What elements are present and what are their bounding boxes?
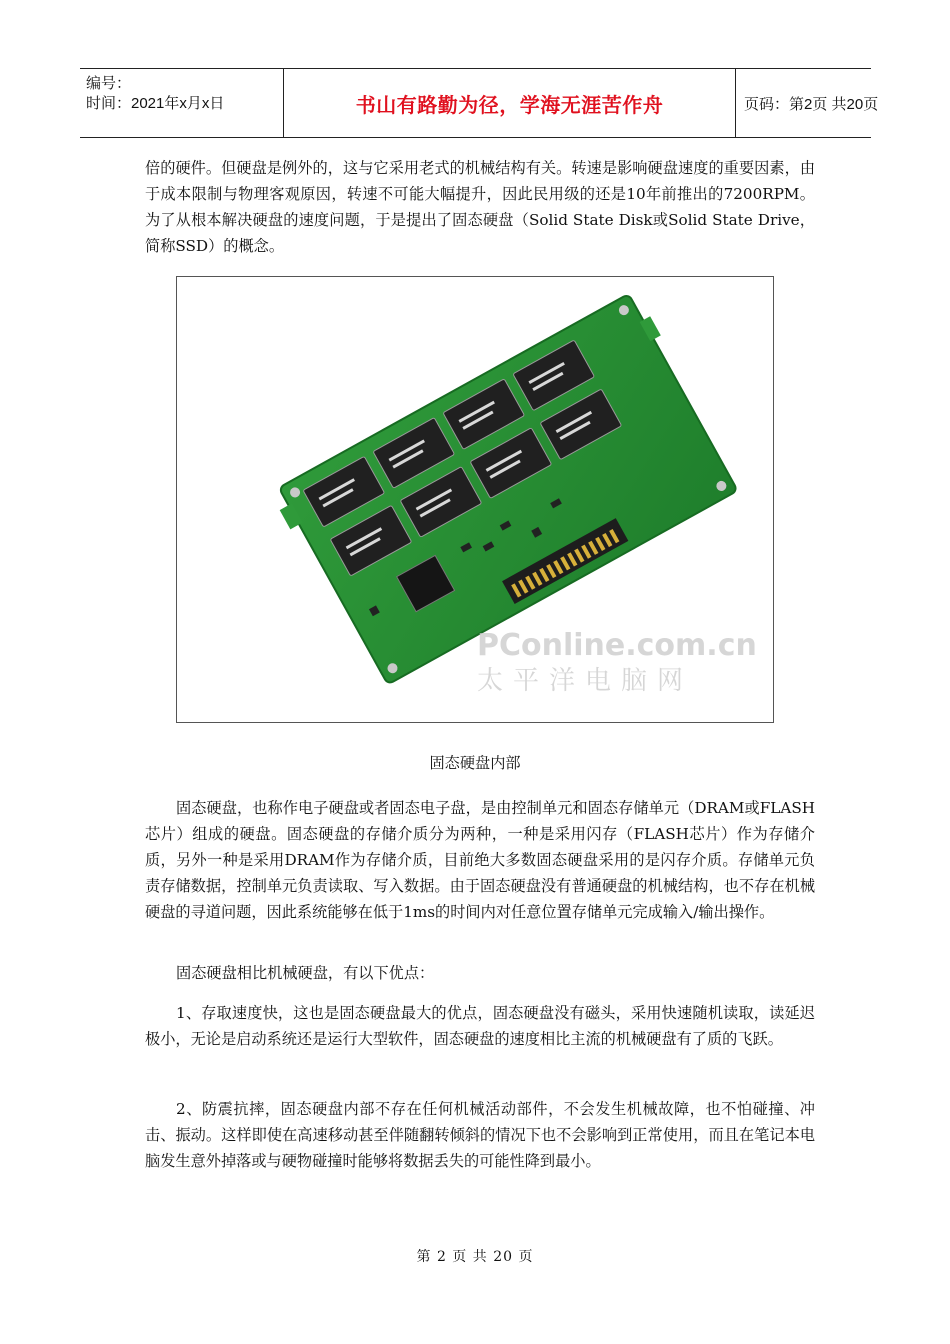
header-page-cell	[736, 69, 879, 137]
page-header	[80, 68, 879, 138]
figure-caption: 固态硬盘内部	[429, 754, 521, 772]
header-meta	[80, 69, 283, 137]
header-page-info: 页码：第2页 共20页	[744, 95, 879, 113]
document-number-label: 编号：	[86, 75, 132, 92]
watermark-logo: PConline.com.cn	[477, 628, 757, 663]
paragraph-advantage-1: 1、存取速度快，这也是固态硬盘最大的优点，固态硬盘没有磁头，采用快速随机读取，读延迟极小，无论是启动系统还是运行大型软件，固态硬盘的速度相比主流的机械硬盘有了质的飞跃。	[145, 1004, 815, 1048]
paragraph-advantage-2: 2、防震抗摔，固态硬盘内部不存在任何机械活动部件，不会发生机械故障，也不怕碰撞、冲击、振动。这样即使在高速移动甚至伴随翻转倾斜的情况下也不会影响到正常使用，而且在笔记本电脑发生意外掉落或与硬物碰撞时能够将数据丢失的可能性降到最小。	[145, 1100, 815, 1170]
ssd-circuit-board-illustration	[177, 277, 773, 722]
header-motto: 书山有路勤为径，学海无涯苦作舟	[355, 92, 664, 117]
header-motto-cell	[283, 69, 736, 137]
watermark-cn: 太平洋电脑网	[477, 666, 694, 696]
paragraph-advantages-intro: 固态硬盘相比机械硬盘，有以下优点：	[176, 964, 435, 982]
paragraph-definition: 固态硬盘，也称作电子硬盘或者固态电子盘，是由控制单元和固态存储单元（DRAM或FLASH芯片）组成的硬盘。固态硬盘的存储介质分为两种，一种是采用闪存（FLASH芯片）作为存储介质，另外一种是采用DRAM作为存储介质，目前绝大多数固态硬盘采用的是闪存介质。存储单元负责存储数据，控制单元负责读取、写入数据。由于固态硬盘没有普通硬盘的机械结构，也不存在机械硬盘的寻道问题，因此系统能够在低于1ms的时间内对任意位置存储单元完成输入/输出操作。	[145, 799, 815, 921]
page-footer: 第 2 页 共 20 页	[416, 1249, 534, 1265]
ssd-photo	[176, 276, 774, 723]
paragraph-intro: 倍的硬件。但硬盘是例外的，这与它采用老式的机械结构有关。转速是影响硬盘速度的重要因素，由于成本限制与物理客观原因，转速不可能大幅提升，因此民用级的还是10年前推出的7200RPM。为了从根本解决硬盘的速度问题，于是提出了固态硬盘（Solid State Disk或Solid State Drive，简称SSD）的概念。	[145, 159, 815, 255]
document-time-label: 时间：2021年x月x日	[86, 95, 225, 112]
